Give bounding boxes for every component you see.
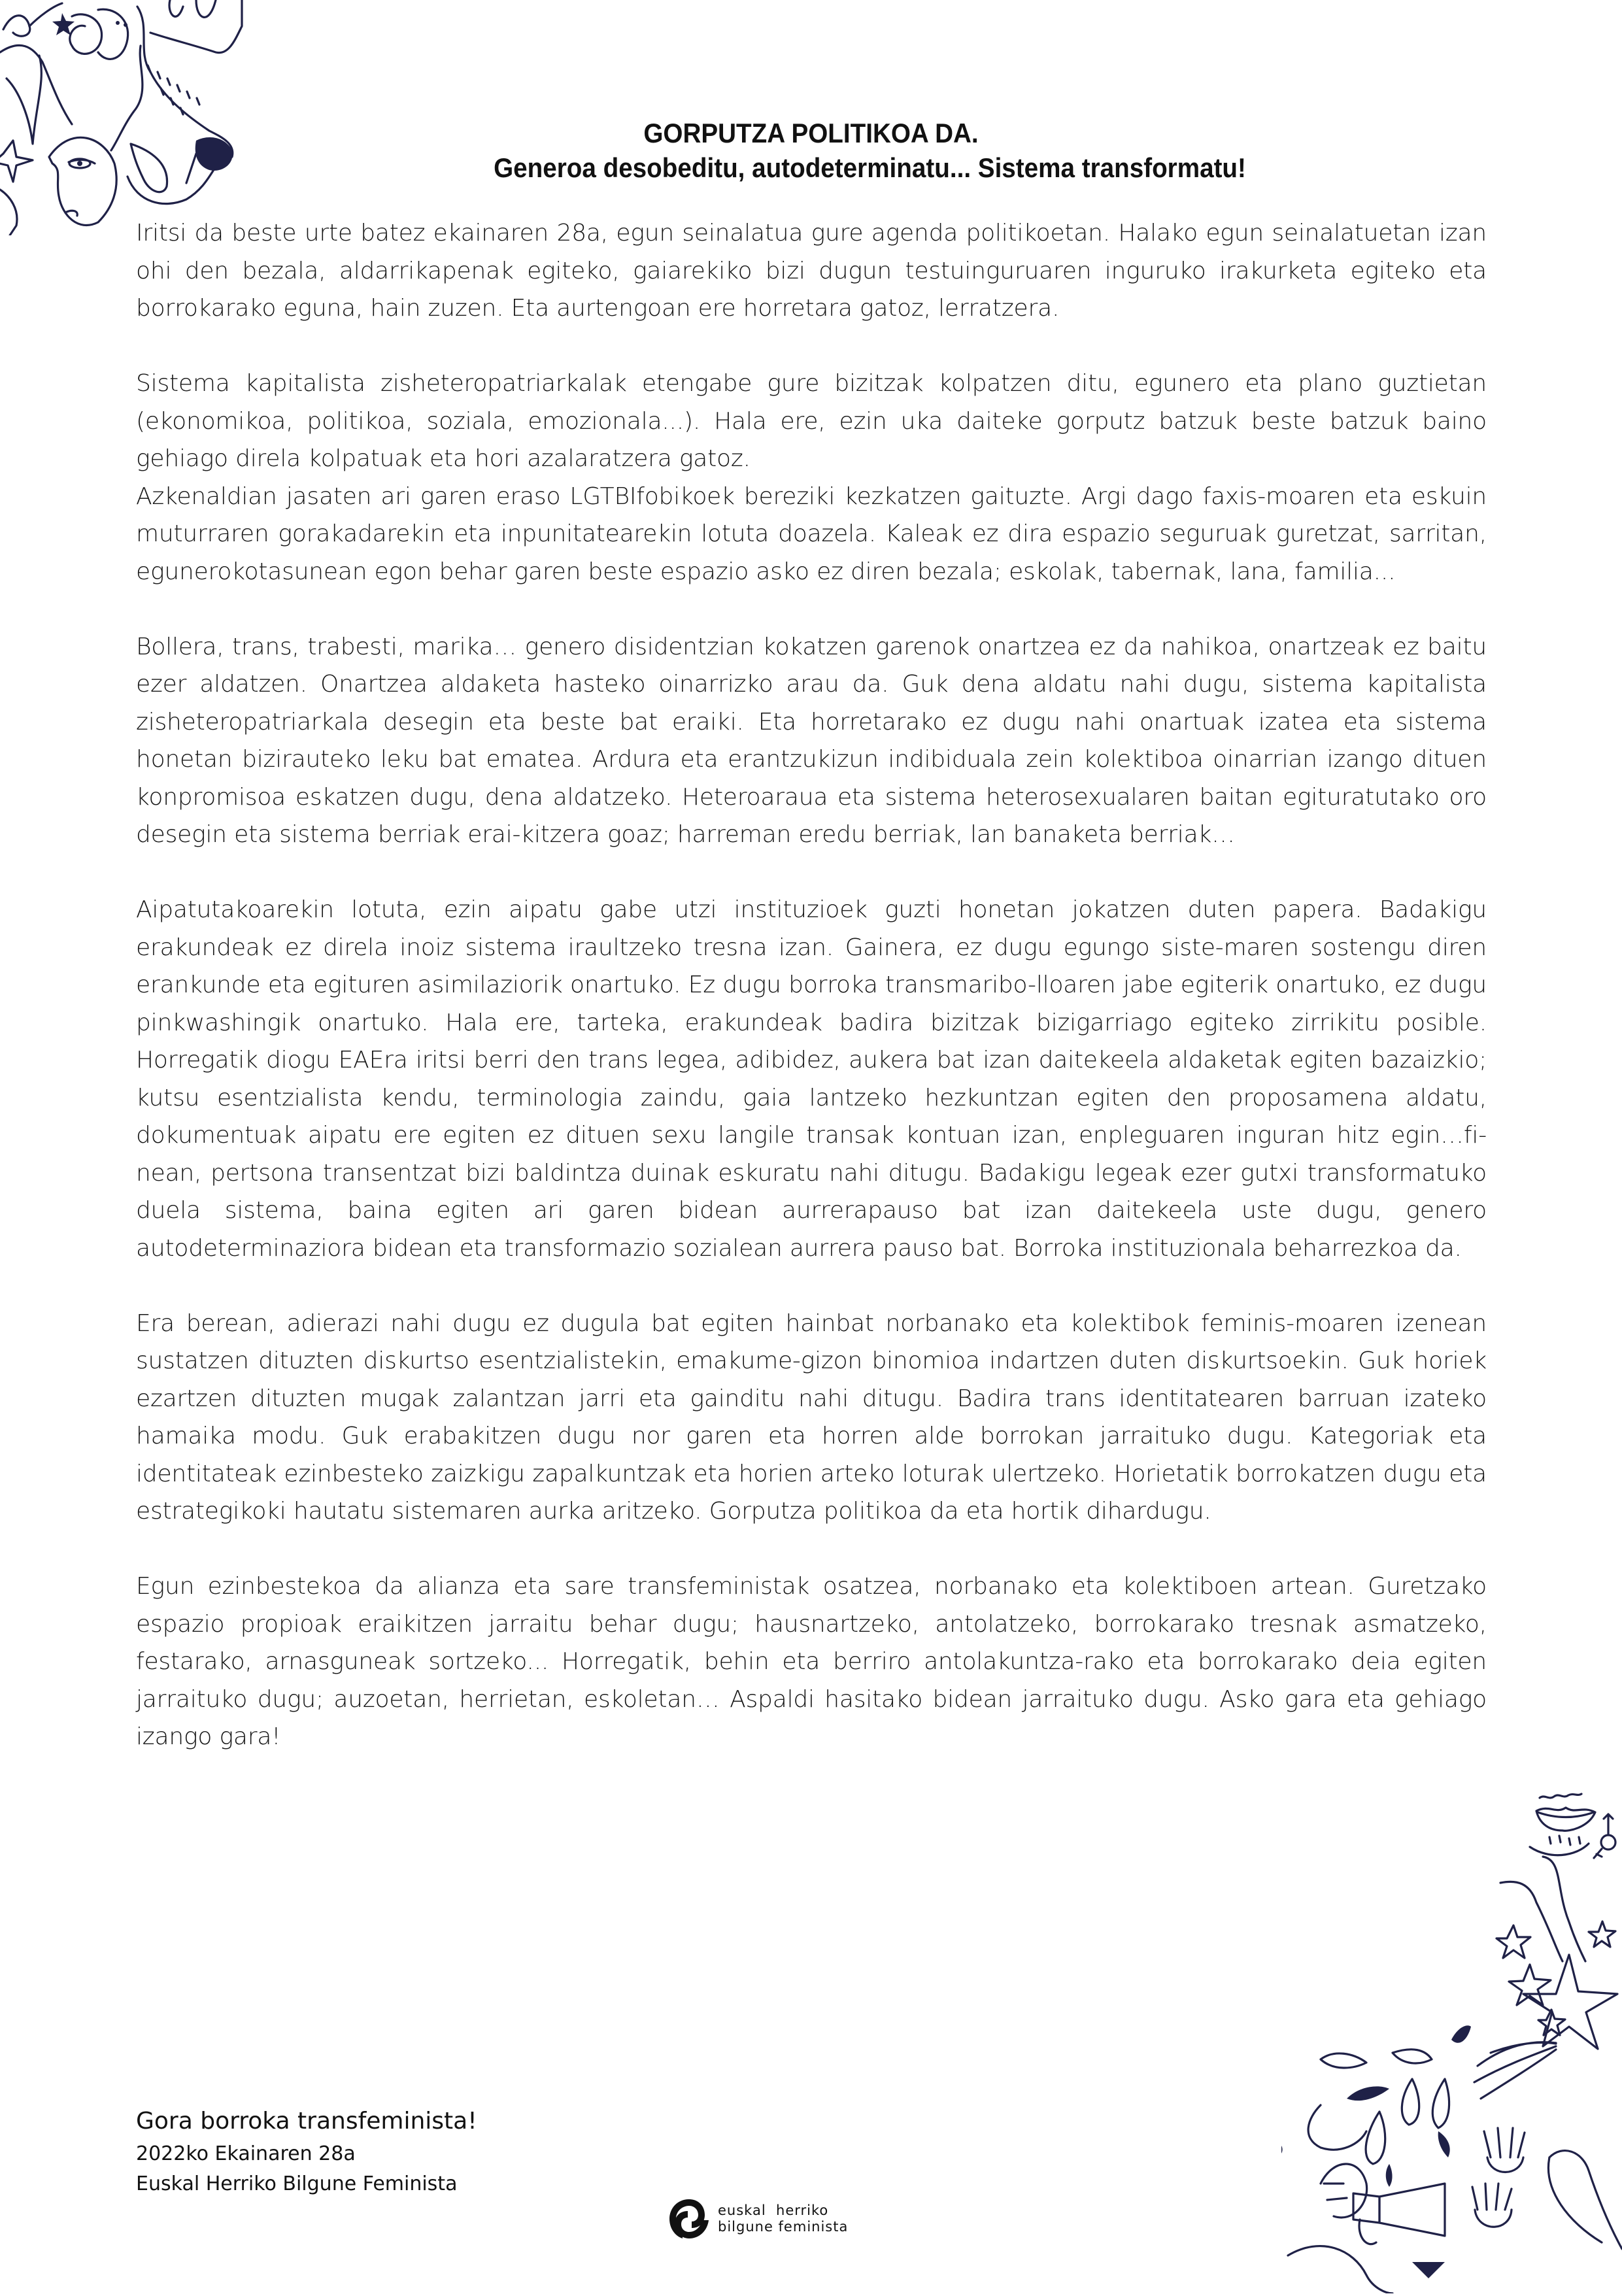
page-subtitle: Generoa desobeditu, autodeterminatu... Sistema transformatu!: [494, 152, 1246, 183]
logo-line-2: bilgune feminista: [718, 2219, 849, 2235]
paragraph-system: Sistema kapitalista zisheteropatriarkalak etengabe gure bizitzak kolpatzen ditu, egunero eta plano guztietan (ekonomikoa, politikoa, soziala, emozionala...). Hala ere, ezin uka daiteke gorputz batzuk beste batzuk baino gehiago direla kolpatuak eta hori azalaratzera gatoz.: [136, 370, 1487, 472]
paragraph-alliances: Egun ezinbestekoa da alianza eta sare transfeministak osatzea, norbanako eta kolektiboen artean. Guretzako espazio propioak eraikitzen jarraitu behar dugu; hausnartzeko, antolatzeko, borrokarako tresnak asmatzeko, festarako, arnasguneak sortzeko... Horregatik, behin eta berriro antolakuntza-rako eta borrokarako deia egiten jarraituko dugu; auzoetan, herrietan, eskoletan… Aspaldi hasitako bidean jarraituko dugu. Asko gara eta gehiago izango gara!: [136, 1573, 1487, 1750]
paragraph-attacks: Azkenaldian jasaten ari garen eraso LGTBIfobikoek bereziki kezkatzen gaituzte. Argi dago faxis-moaren eta eskuin muturraren gorakadarekin eta inpunitatearekin lotuta doazela. Kaleak ez dira espazio seguruak guretzat, sarritan, egunerokotasunean egon behar garen beste espazio asko ez diren bezala; eskolak, tabernak, lana, familia...: [136, 482, 1487, 585]
logo-line-1: euskal herriko: [718, 2203, 829, 2218]
paragraph-acceptance: Bollera, trans, trabesti, marika… genero disidentzian kokatzen garenok onartzea ez da nahikoa, onartzeak ez baitu ezer aldatzen. Onartzea aldaketa hasteko oinarrizko arau da. Guk dena aldatu nahi dugu, sistema kapitalista zisheteropatriarkala desegin eta beste bat eraiki. Eta horretarako ez dugu nahi onartuak izatea eta sistema honetan bizirauteko leku bat ematea. Ardura eta erantzukizun indibiduala zein kolektiboa oinarrian izango dituen konpromisoa eskatzen dugu, dena aldatzeko. Heteroaraua eta sistema heterosexualaren baitan egituratutako oro desegin eta sistema berriak erai-kitzera goaz; harreman eredu berriak, lan banaketa berriak…: [136, 633, 1487, 848]
closing-signature: Euskal Herriko Bilgune Feminista: [136, 2172, 458, 2195]
bottom-right-illustration: [1281, 1791, 1622, 2293]
logo-text: [718, 2203, 848, 2235]
spiral-logo-icon: [668, 2198, 710, 2240]
manifesto-body: [136, 214, 1487, 1756]
hand-drawn-illustration-icon: [1281, 1791, 1622, 2293]
paragraph-essentialism: Era berean, adierazi nahi dugu ez dugula bat egiten hainbat norbanako eta kolektibok feminis-moaren izenean sustatzen dituzten diskurtso esentzialistekin, emakume-gizon binomioa indartzen duten diskurtsoekin. Guk horiek ezartzen dituzten mugak zalantzan jarri eta gainditu nahi ditugu. Badira trans identitatearen barruan izateko hamaika modu. Guk erabakitzen dugu nor garen eta horren alde borrokan jarraituko dugu. Kategoriak eta identitateak ezinbesteko zaizkigu zapalkuntzak eta horien arteko loturak ulertzeko. Horietatik borrokatzen dugu eta estrategikoki hautatu sistemaren aurka aritzeko. Gorputza politikoa da eta hortik dihardugu.: [136, 1309, 1487, 1525]
title-block: [0, 116, 1622, 186]
paragraph-institutions: Aipatutakoarekin lotuta, ezin aipatu gabe utzi instituzioek guzti honetan jokatzen duten papera. Badakigu erakundeak ez direla inoiz sistema iraultzeko tresna izan. Gainera, ez dugu egungo siste-maren sostengu diren erankunde eta egituren asimilaziorik onartuko. Ez dugu borroka transmaribo-lloaren jabe egiterik onartuko, ez dugu pinkwashingik onartuko. Hala ere, tarteka, erakundeak badira bizitzak bizigarriago egiteko zirrikitu posible. Horregatik diogu EAEra iritsi berri den trans legea, adibidez, aukera bat izan daitekeela aldaketak egiten bazaizkio; kutsu esentzialista kendu, terminologia zaindu, gaia lantzeko hezkuntzan egiten den proposamena aldatu, dokumentuak aipatu ere egiten ez dituen sexu langile transak kontuan izan, enpleguaren inguran hitz egin…fi-nean, pertsona transentzat bizi baldintza duinak eskuratu nahi ditugu. Badakigu legeak ezer gutxi transformatuko duela sistema, baina egiten ari garen bidean aurrerapauso bat izan daitekeela uste dugu, genero autodeterminaziora bidean eta transformazio sozialean aurrera pauso bat. Borroka instituzionala beharrezkoa da.: [136, 896, 1487, 1262]
closing-date: 2022ko Ekainaren 28a: [136, 2142, 356, 2165]
organization-logo: [668, 2198, 848, 2240]
closing-block: [136, 2104, 477, 2199]
paragraph-intro: Iritsi da beste urte batez ekainaren 28a, egun seinalatua gure agenda politikoetan. Halako egun seinalatuetan izan ohi den bezala, aldarrikapenak egiteko, gaiarekiko bizi dugun testuinguruaren inguruko irakurketa egiteko eta borrokarako eguna, hain zuzen. Eta aurtengoan ere horretara gatoz, lerratzera.: [136, 220, 1487, 322]
closing-cheer: Gora borroka transfeminista!: [136, 2108, 477, 2135]
page-title: GORPUTZA POLITIKOA DA.: [643, 118, 979, 148]
